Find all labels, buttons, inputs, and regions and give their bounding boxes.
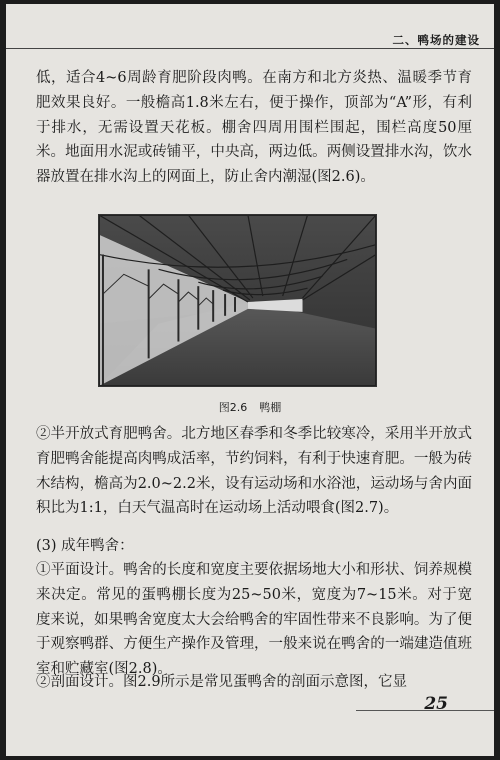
duck-shed-photo	[98, 214, 377, 387]
paragraph-4: ②剖面设计。图2.9所示是常见蛋鸭舍的剖面示意图，它显	[36, 674, 408, 690]
book-page	[6, 4, 494, 756]
figure-title: 鸭棚	[259, 401, 282, 414]
figure-label: 图2.6	[218, 401, 248, 414]
page-number: 25	[424, 694, 448, 714]
paragraph-1: 低，适合4~6周龄育肥阶段肉鸭。在南方和北方炎热、温暖季节育肥效果良好。一般檐高1.8米左右，便于操作，顶部为“A”形，有利于排水，无需设置天花板。棚舍四周用围栏围起，围栏高度50厘米。地面用水泥或砖铺平，中央高，两边低。两侧设置排水沟，饮水器放置在排水沟上的网面上，防止舍内潮湿(图2.6)。	[36, 70, 472, 186]
paragraph-3: ①平面设计。鸭舍的长度和宽度主要依据场地大小和形状、饲养规模来决定。常见的蛋鸭棚长度为25~50米，宽度为7~15米。对于宽度来说，如果鸭舍宽度太大会给鸭舍的牢固性带来不良影响。为了便于观察鸭群、方便生产操作及管理，一般来说在鸭舍的一端建造值班室和贮藏室(图2.8)。	[36, 562, 472, 678]
figure-caption	[6, 399, 494, 415]
section-heading: (3) 成年鸭舍：	[36, 538, 134, 554]
chapter-title: 二、鸭场的建设	[392, 33, 480, 47]
running-header	[6, 4, 494, 49]
paragraph-2: ②半开放式育肥鸭舍。北方地区春季和冬季比较寒冷，采用半开放式育肥鸭舍能提高肉鸭成活率，节约饲料，有利于快速育肥。一般为砖木结构，檐高为2.0~2.2米，设有运动场和水浴池，运动场与舍内面积比为1:1，白天气温高时在运动场上活动喂食(图2.7)。	[36, 426, 472, 517]
